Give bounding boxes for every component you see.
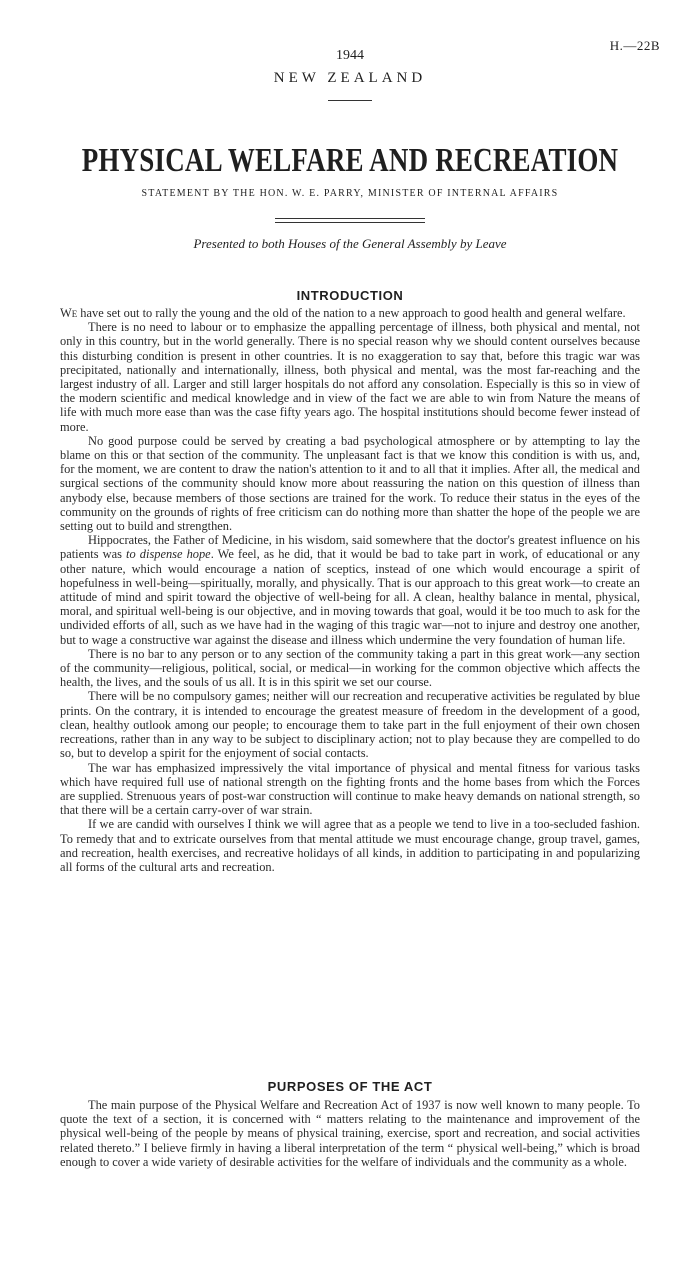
intro-paragraph-7: The war has emphasized impressively the vital importance of physical and mental fitness for various tasks which have required full use of national strength on the fighting fronts and the home bases from which the Forces are supplied. Strenuous years of post-war construction will continue to make heavy demands on national strength, so that there will be a certain carry-over of war strain. xyxy=(60,760,640,818)
purposes-paragraph-1: The main purpose of the Physical Welfare and Recreation Act of 1937 is now well known to many people. To quote the text of a section, it is concerned with “ matters relating to the maintenance and improvement of the physical well-being of the people by means of physical training, exercise, sport and recreation, and social activities related thereto.” I believe firmly in having a liberal interpretation of the term “ physical well-being,” which is broad enough to cover a wide variety of desirable activities for the welfare of individuals and the community as a whole. xyxy=(60,1098,640,1169)
introduction-body xyxy=(60,306,640,874)
country-heading: NEW ZEALAND xyxy=(273,70,427,86)
intro-paragraph-5: There is no bar to any person or to any section of the community taking a part in this great work—any section of the community—religious, political, social, or medical—in working for the common objective which affects the health, the lives, and the souls of us all. It is in this spirit we set our course. xyxy=(60,646,640,690)
drop-lead: We xyxy=(60,306,78,320)
presented-line: Presented to both Houses of the General Assembly by Leave xyxy=(193,236,507,251)
intro-paragraph-8: If we are candid with ourselves I think we will agree that as a people we tend to live in a too-secluded fashion. To remedy that and to extricate ourselves from that mental attitude we must encourage change, group travel, games, and recreation, health exercises, and recreative holidays of all kinds, in addition to participating in and popularizing all forms of the cultural arts and recreation. xyxy=(60,817,640,874)
divider-lower xyxy=(275,222,425,223)
statement-line: STATEMENT BY THE HON. W. E. PARRY, MINISTER OF INTERNAL AFFAIRS xyxy=(141,188,559,199)
intro-paragraph-4: Hippocrates, the Father of Medicine, in his wisdom, said somewhere that the doctor's greatest influence on his patients was to dispense hope. We feel, as he did, that it would be bad to take part in work, of educational or any other nature, which would encourage a nation of sceptics, instead of one which would encourage a spirit of hopefulness in well-being—spiritually, morally, and physically. That is our approach to this great work—to create an attitude of mind and spirit toward the objective of well-being for all. A clean, healthy balance in mental, physical, moral, and spiritual well-being is our objective, and in moving towards that goal, would it be too much to ask for the undivided efforts of all, such as we have had in the waging of this tragic war—not to injure and destroy one another, but to wage a constructive war against the disease and illness which undermine the very foundation of human life. xyxy=(60,533,640,647)
intro-paragraph-6: There will be no compulsory games; neither will our recreation and recuperative activities be regulated by blue prints. On the contrary, it is intended to encourage the greatest measure of freedom in the development of a good, clean, healthy outlook among our people; to encourage them to take part in the full enjoyment of their own chosen recreations, rather than in any way to be subject to disciplinary action; not to play because they are compelled to do so, but to develop a spirit for the enjoyment of social contacts. xyxy=(60,689,640,761)
document-year: 1944 xyxy=(336,48,364,63)
divider-upper xyxy=(275,218,425,219)
purposes-body xyxy=(60,1098,640,1169)
page-title: PHYSICAL WELFARE AND RECREATION xyxy=(81,141,619,179)
intro-paragraph-1: We have set out to rally the young and the old of the nation to a new approach to good health and general welfare. xyxy=(60,306,626,320)
quote-emphasis: to dispense hope xyxy=(126,547,211,562)
introduction-heading: INTRODUCTION xyxy=(296,288,404,303)
divider-short xyxy=(328,100,372,101)
document-reference: H.—22B xyxy=(609,38,660,53)
intro-paragraph-2: There is no need to labour or to emphasize the appalling percentage of illness, both physical and mental, not only in this country, but in the world generally. There is no special reason why we should content ourselves because this disturbing condition is present in other countries. It is no exaggeration to say that, before this tragic war was precipitated, nationally and internationally, illness, both physical and mental, was the most far-reaching and the largest industry of all. Larger and still larger hospitals do not afford any consolation. Especially is this so in view of the modern scientific and medical knowledge and in view of the fact we are able to win from Nature the means of life with much more ease than was the case fifty years ago. The hospital institutions should become fewer instead of more. xyxy=(60,320,640,434)
purposes-heading: PURPOSES OF THE ACT xyxy=(267,1079,433,1094)
intro-paragraph-3: No good purpose could be served by creating a bad psychological atmosphere or by attempting to lay the blame on this or that section of the community. The unpleasant fact is that we know this condition is with us, and, for the moment, we are content to draw the nation's attention to it and to all that it implies. After all, the medical and surgical sections of the community should know more about reassuring the nation on this question of illness than anybody else, because members of those sections are trained for the work. To reduce their status in the eyes of the community on the grounds of rights of free criticism can do nothing more than shatter the hope of the people we are setting out to build and strengthen. xyxy=(60,433,640,534)
